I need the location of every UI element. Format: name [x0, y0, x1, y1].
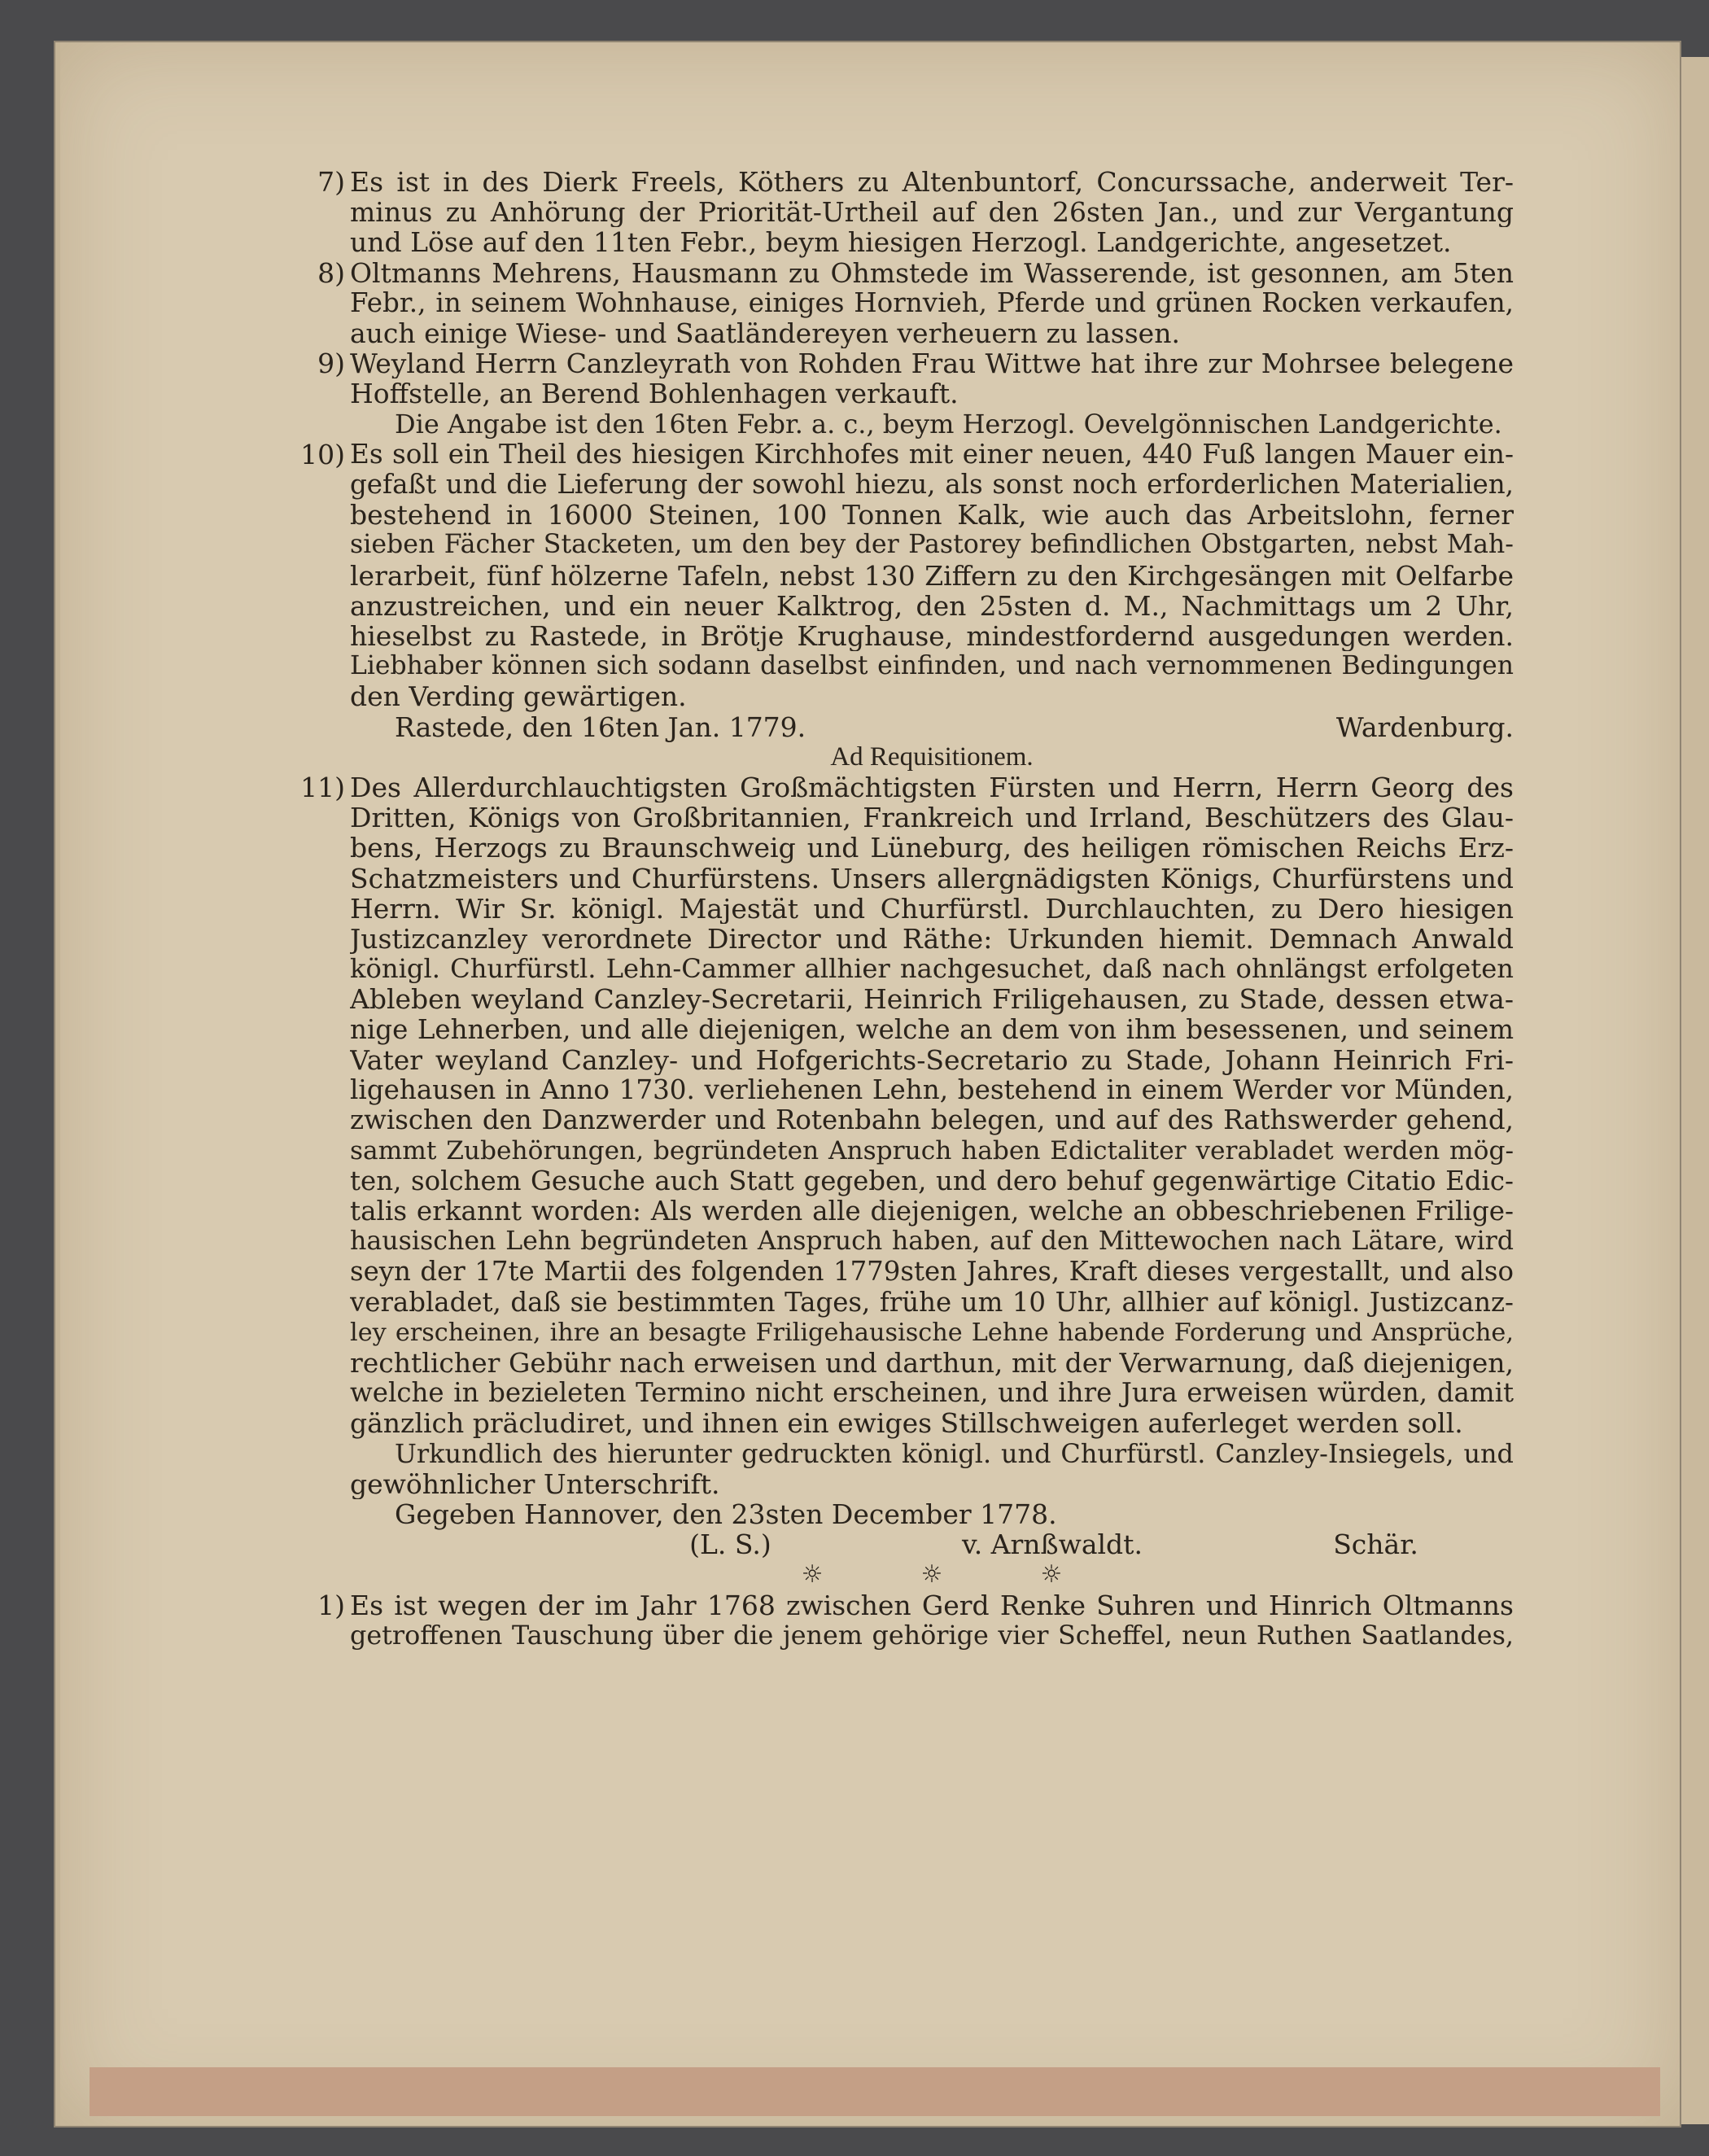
- notice-number: 8): [317, 256, 345, 289]
- text-line: den Verding gewärtigen.: [350, 681, 687, 712]
- text-line: und Löse auf den 11ten Febr., beym hiesigen Herzogl. Landgerichte, angesetzet.: [350, 227, 1452, 258]
- notice-1: [317, 1589, 1514, 1651]
- signer: Wardenburg.: [1335, 711, 1514, 743]
- place-date-line: [350, 712, 1514, 742]
- text-line: Die Angabe ist den 16ten Febr. a. c., beym Herzogl. Oevelgönnischen Landgerichte.: [395, 408, 1502, 440]
- signature-line: [350, 1529, 1514, 1559]
- text-line: Justizcanzley verordnete Director und Räthe: Urkunden hiemit. Demnach Anwald: [350, 924, 1514, 955]
- text-line: Vater weyland Canzley- und Hofgerichts-Secretario zu Stade, Johann Heinrich Fri-: [350, 1044, 1514, 1076]
- page-stack-edge: [90, 2067, 1660, 2116]
- place-date: Rastede, den 16ten Jan. 1779.: [395, 711, 806, 743]
- notice-8: [317, 256, 1514, 349]
- notice-number: 1): [317, 1589, 345, 1621]
- notice-7: [317, 166, 1514, 258]
- text-line: rechtlicher Gebühr nach erweisen und darthun, mit der Verwarnung, daß diejenigen,: [350, 1347, 1514, 1379]
- text-line: hieselbst zu Rastede, in Brötje Krughause, mindestfordernd ausgedungen werden.: [350, 621, 1514, 652]
- text-line: Hoffstelle, an Berend Bohlenhagen verkauft.: [350, 378, 959, 409]
- text-line: minus zu Anhörung der Priorität-Urtheil auf den 26sten Jan., und zur Vergantung: [350, 197, 1514, 228]
- text-line: seyn der 17te Martii des folgenden 1779sten Jahres, Kraft dieses vergestallt, und also: [350, 1257, 1514, 1288]
- sun-ornament-icon: ☼: [920, 1559, 943, 1589]
- text-line: zwischen den Danzwerder und Rotenbahn belegen, und auf des Rathswerder gehend,: [350, 1105, 1514, 1136]
- text-line: sieben Fächer Stacketen, um den bey der Pastorey befindlichen Obstgarten, nebst Mah-: [350, 530, 1514, 560]
- notice-number: 7): [317, 166, 345, 198]
- text-line: ligehausen in Anno 1730. verliehenen Lehn, bestehend in einem Werder vor Münden,: [350, 1075, 1514, 1106]
- text-line: gewöhnlicher Unterschrift.: [350, 1468, 720, 1499]
- ornament-divider: [350, 1559, 1514, 1590]
- signer: v. Arnßwaldt.: [961, 1528, 1143, 1561]
- text-line: talis erkannt worden: Als werden alle diejenigen, welche an obbeschriebenen Frilige-: [350, 1196, 1514, 1227]
- text-line: ley erscheinen, ihre an besagte Friligehausische Lehne habende Forderung und Ansprüche,: [350, 1318, 1514, 1347]
- notice-11: [300, 772, 1514, 1590]
- text-line: gänzlich präcludiret, und ihnen ein ewiges Stillschweigen auferleget werden soll.: [350, 1408, 1463, 1439]
- text-line: Herrn. Wir Sr. königl. Majestät und Churfürstl. Durchlauchten, zu Dero hiesigen: [350, 893, 1514, 925]
- text-line: Es ist in des Dierk Freels, Köthers zu Altenbuntorf, Concurssache, anderweit Ter-: [350, 167, 1514, 198]
- text-line: Febr., in seinem Wohnhause, einiges Hornvieh, Pferde und grünen Rocken verkaufen,: [350, 287, 1514, 318]
- given-line: Gegeben Hannover, den 23sten December 1778.: [395, 1498, 1057, 1530]
- text-line: verabladet, daß sie bestimmten Tages, frühe um 10 Uhr, allhier auf königl. Justizcanz-: [350, 1287, 1514, 1318]
- signer: Schär.: [1333, 1528, 1418, 1561]
- text-line: sammt Zubehörungen, begründeten Anspruch haben Edictaliter verabladet werden mög-: [350, 1135, 1514, 1165]
- text-line: Weyland Herrn Canzleyrath von Rohden Frau Wittwe hat ihre zur Mohrsee belegene: [350, 348, 1514, 379]
- text-line: Es ist wegen der im Jahr 1768 zwischen Gerd Renke Suhren und Hinrich Oltmanns: [350, 1590, 1514, 1620]
- notice-number: 10): [300, 438, 345, 470]
- text-line: nige Lehnerben, und alle diejenigen, welche an dem von ihm besessenen, und seinem: [350, 1014, 1514, 1045]
- text-line: ten, solchem Gesuche auch Statt gegeben, und dero behuf gegenwärtige Citatio Edic-: [350, 1165, 1514, 1196]
- sun-ornament-icon: ☼: [801, 1559, 824, 1589]
- text-line: Des Allerdurchlauchtigsten Großmächtigsten Fürsten und Herrn, Herrn Georg des: [350, 772, 1514, 803]
- section-heading: Ad Requisitionem.: [830, 741, 1034, 772]
- text-line: gefaßt und die Lieferung der sowohl hiezu, als sonst noch erforderlichen Materialien,: [350, 470, 1514, 501]
- document-text: [300, 166, 1514, 1651]
- text-line: auch einige Wiese- und Saatländereyen verheuern zu lassen.: [350, 318, 1180, 349]
- text-line: königl. Churfürstl. Lehn-Cammer allhier nachgesuchet, daß nach ohnlängst erfolgeten: [350, 954, 1514, 985]
- text-line: lerarbeit, fünf hölzerne Tafeln, nebst 130 Ziffern zu den Kirchgesängen mit Oelfarbe: [350, 560, 1514, 591]
- text-line: bens, Herzogs zu Braunschweig und Lüneburg, des heiligen römischen Reichs Erz-: [350, 833, 1514, 864]
- notice-number: 11): [300, 772, 345, 804]
- notice-9: [317, 348, 1514, 440]
- text-line: getroffenen Tauschung über die jenem gehörige vier Scheffel, neun Ruthen Saatlandes,: [350, 1620, 1514, 1651]
- text-line: Oltmanns Mehrens, Hausmann zu Ohmstede im Wasserende, ist gesonnen, am 5ten: [350, 257, 1514, 288]
- text-line: Ableben weyland Canzley-Secretarii, Heinrich Friligehausen, zu Stade, dessen etwa-: [350, 984, 1514, 1015]
- text-line: welche in bezieleten Termino nicht erscheinen, und ihre Jura erweisen würden, damit: [350, 1378, 1514, 1409]
- text-line: anzustreichen, und ein neuer Kalktrog, den 25sten d. M., Nachmittags um 2 Uhr,: [350, 590, 1514, 622]
- adjacent-page-edge: [1678, 57, 1709, 2124]
- text-line: Dritten, Königs von Großbritannien, Frankreich und Irrland, Beschützers des Glau-: [350, 802, 1514, 833]
- text-line: Urkundlich des hierunter gedruckten königl. und Churfürstl. Canzley-Insiegels, und: [395, 1438, 1514, 1469]
- text-line: Es soll ein Theil des hiesigen Kirchhofes mit einer neuen, 440 Fuß langen Mauer ein-: [350, 439, 1514, 470]
- text-line: Schatzmeisters und Churfürstens. Unsers allergnädigsten Königs, Churfürstens und: [350, 863, 1514, 894]
- notice-number: 9): [317, 348, 345, 380]
- text-line: hausischen Lehn begründeten Anspruch haben, auf den Mittewochen nach Lätare, wird: [350, 1227, 1514, 1257]
- seal-mark: (L. S.): [689, 1528, 771, 1561]
- notice-10: [300, 438, 1514, 743]
- sun-ornament-icon: ☼: [1040, 1559, 1063, 1589]
- text-line: bestehend in 16000 Steinen, 100 Tonnen Kalk, wie auch das Arbeitslohn, ferner: [350, 500, 1514, 531]
- text-line: Liebhaber können sich sodann daselbst einfinden, und nach vernommenen Bedingungen: [350, 651, 1514, 681]
